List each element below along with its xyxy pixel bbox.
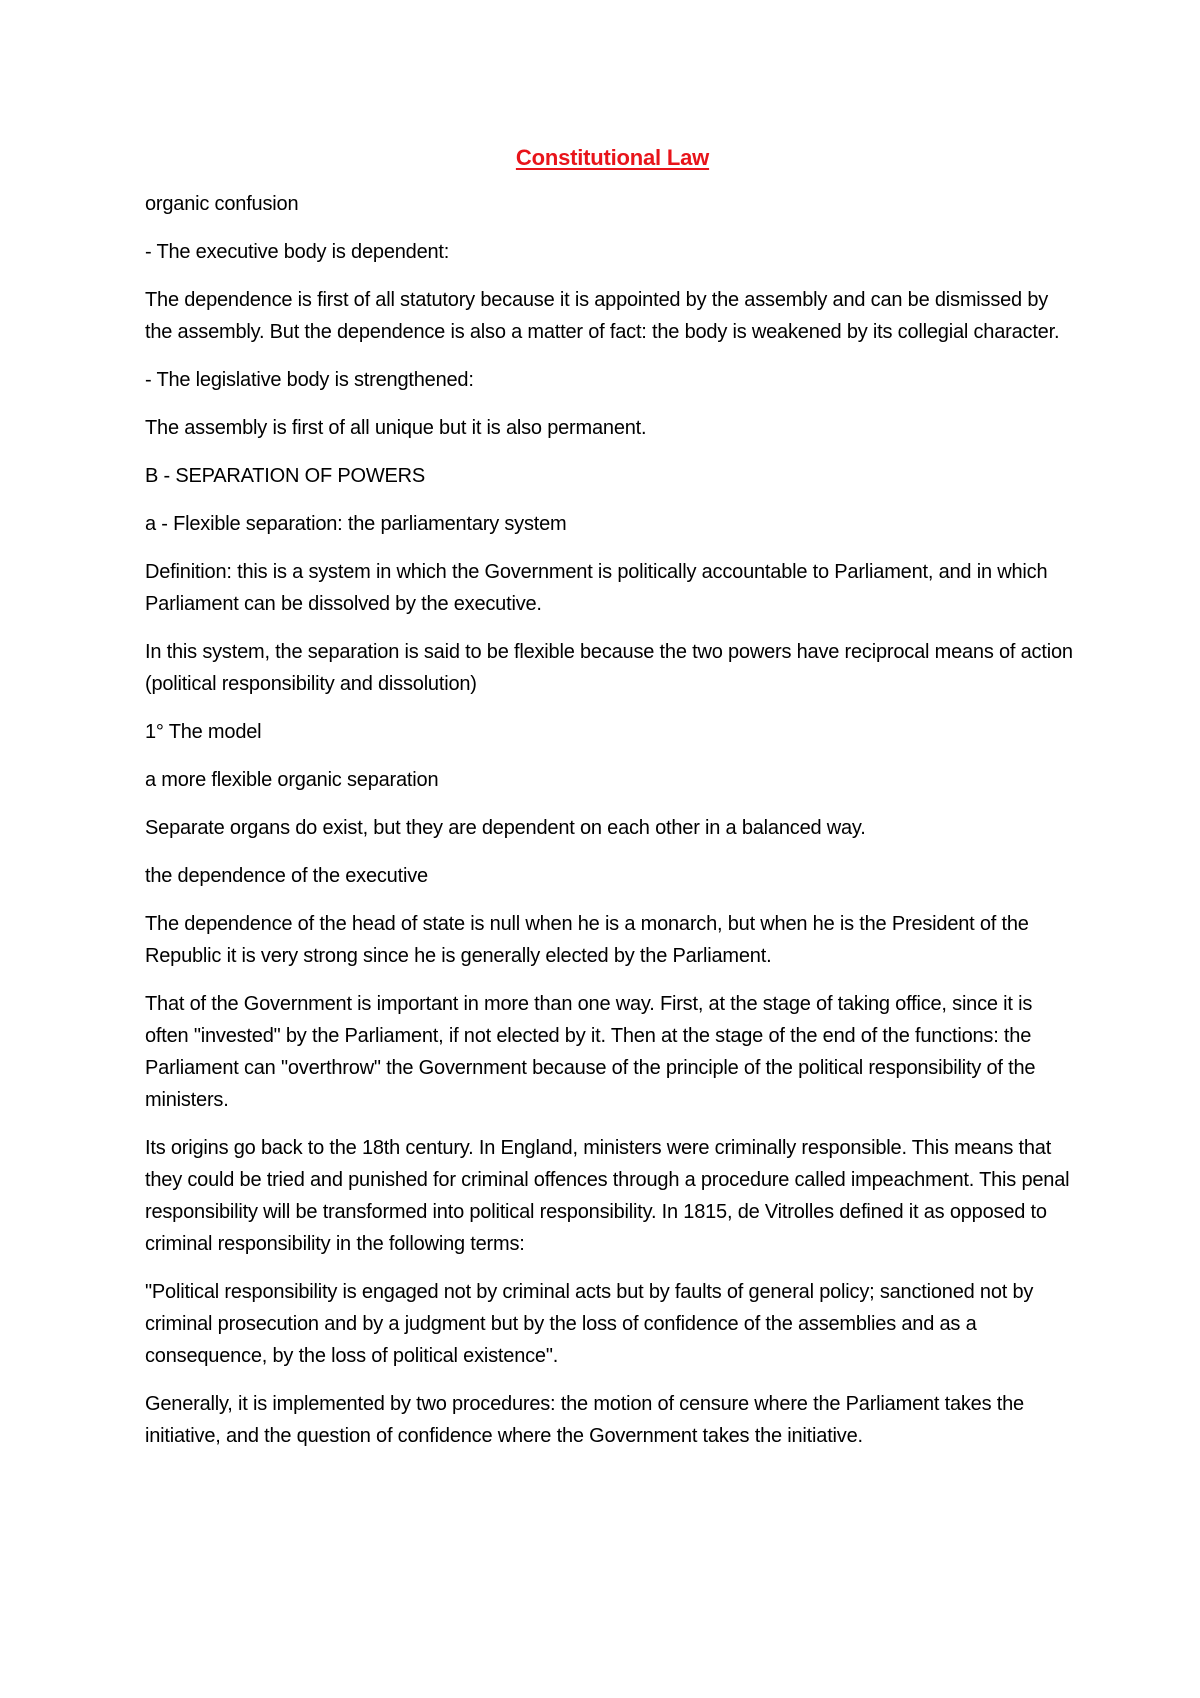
paragraph-executive-dependent: - The executive body is dependent: bbox=[145, 241, 450, 263]
paragraph-separation-flexible: In this system, the separation is said to be flexible because the two powers have reciprocal means of action (political responsibility and dissolution) bbox=[145, 641, 1073, 695]
paragraph-procedures: Generally, it is implemented by two procedures: the motion of censure where the Parliament takes the initiative, and the question of confidence where the Government takes the initiative. bbox=[145, 1393, 1024, 1447]
heading-organic-separation: a more flexible organic separation bbox=[145, 769, 439, 791]
paragraph-legislative-strengthened: - The legislative body is strengthened: bbox=[145, 369, 474, 391]
heading-separation-of-powers: B - SEPARATION OF POWERS bbox=[145, 465, 426, 487]
paragraph-organic-confusion: organic confusion bbox=[145, 193, 299, 215]
paragraph-quotation: "Political responsibility is engaged not by criminal acts but by faults of general policy; sanctioned not by criminal prosecution and by a judgment but by the loss of confidence of the assemblies and as a consequence, by the loss of political existence". bbox=[145, 1281, 1034, 1367]
paragraph-origins: Its origins go back to the 18th century. In England, ministers were criminally responsible. This means that they could be tried and punished for criminal offences through a procedure called impeachment. This penal responsibility will be transformed into political responsibility. In 1815, de Vitrolles defined it as opposed to criminal responsibility in the following terms: bbox=[145, 1137, 1070, 1255]
document-body bbox=[145, 142, 1080, 1468]
paragraph-separate-organs: Separate organs do exist, but they are dependent on each other in a balanced way. bbox=[145, 817, 866, 839]
heading-dependence-of-executive: the dependence of the executive bbox=[145, 865, 428, 887]
paragraph-dependence-statutory: The dependence is first of all statutory because it is appointed by the assembly and can be dismissed by the assembly. But the dependence is also a matter of fact: the body is weakened by its collegial character. bbox=[145, 289, 1060, 343]
heading-the-model: 1° The model bbox=[145, 721, 262, 743]
paragraph-head-of-state: The dependence of the head of state is null when he is a monarch, but when he is the President of the Republic it is very strong since he is generally elected by the Parliament. bbox=[145, 913, 1029, 967]
paragraph-government-dependence: That of the Government is important in more than one way. First, at the stage of taking office, since it is often "invested" by the Parliament, if not elected by it. Then at the stage of the end of the functions: the Parliament can "overthrow" the Government because of the principle of the political responsibility of the ministers. bbox=[145, 993, 1036, 1111]
heading-flexible-separation: a - Flexible separation: the parliamentary system bbox=[145, 513, 567, 535]
paragraph-definition: Definition: this is a system in which the Government is politically accountable to Parliament, and in which Parliament can be dissolved by the executive. bbox=[145, 561, 1048, 615]
paragraph-assembly-unique: The assembly is first of all unique but it is also permanent. bbox=[145, 417, 647, 439]
document-title: Constitutional Law bbox=[515, 145, 710, 170]
